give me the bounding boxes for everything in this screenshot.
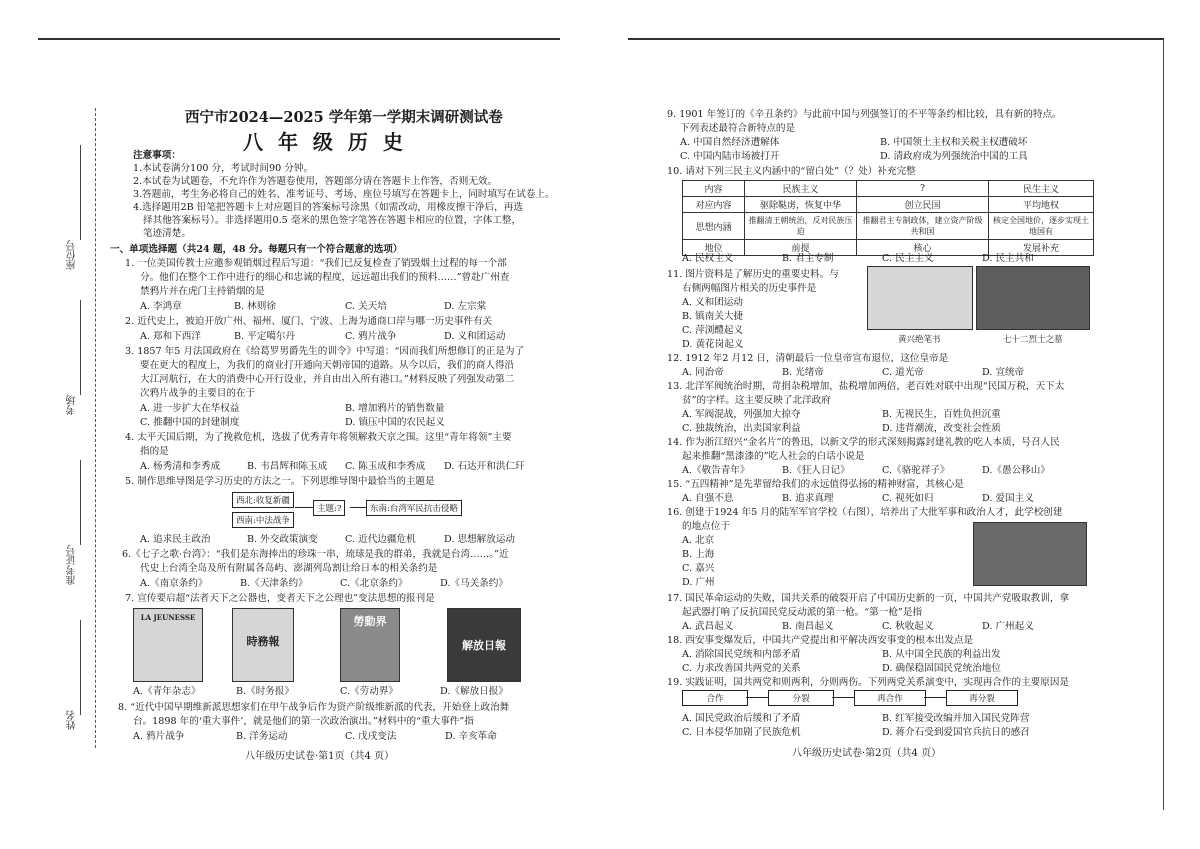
option-b[interactable]: B.《时务报》 xyxy=(236,686,295,697)
option-c[interactable]: C. 秋收起义 xyxy=(882,621,934,632)
question-12: 12. 1912 年2 月12 日，清朝最后一位皇帝宣布退位，这位皇帝是 xyxy=(667,353,949,364)
question-5: 5. 制作思维导图是学习历史的方法之一。下列思维导图中最恰当的主题是 xyxy=(125,476,435,487)
note-item: 3.答题前，考生务必将自己的姓名、准考证号、考场、座位号填写在答题卡上，同时填写在试卷上。 xyxy=(133,189,555,200)
question-17: 17. 国民革命运动的失败，国共关系的破裂开启了中国历史新的一页，中国共产党吸取教训，拿 xyxy=(667,593,1070,604)
option-b[interactable]: B. 洋务运动 xyxy=(236,731,288,742)
page-footer: 八年级历史试卷·第2页（共4 页） xyxy=(792,748,942,759)
table-cell: 对应内容 xyxy=(683,197,745,213)
mindmap-southwest: 西南:中法战争 xyxy=(232,512,294,528)
flow-arrow xyxy=(924,697,946,698)
question-14-line: 起来推翻“黑漆漆的”吃人社会的白话小说是 xyxy=(682,451,865,462)
option-b[interactable]: B. 无视民生，百姓负担沉重 xyxy=(882,409,1001,420)
question-19: 19. 实践证明，国共两党和则两利，分则两伤。下列两党关系演变中，实现再合作的主要原因是 xyxy=(667,677,1070,688)
option-a[interactable]: A. 李鸿章 xyxy=(140,301,182,312)
mindmap-northwest: 西北:收复新疆 xyxy=(232,492,294,508)
subject-title: 八 年 级 历 史 xyxy=(243,130,407,154)
question-9-line: 下列表述最符合新特点的是 xyxy=(680,123,796,134)
option-b[interactable]: B. 韦昌辉和陈玉成 xyxy=(247,461,328,472)
option-d[interactable]: D. 爱国主义 xyxy=(982,493,1034,504)
image-caption: 七十二烈士之墓 xyxy=(1003,335,1063,345)
option-d[interactable]: D. 镇压中国的农民起义 xyxy=(345,417,445,428)
flow-step: 再合作 xyxy=(854,690,926,706)
question-13: 13. 北洋军阀统治时期，苛捐杂税增加，盐税增加两倍，老百姓对联中出现“民国万税，天下太 xyxy=(667,381,1065,392)
note-item: 1.本试卷满分100 分，考试时间90 分钟。 xyxy=(133,163,314,174)
option-c[interactable]: C. 道光帝 xyxy=(882,367,924,378)
option-b[interactable]: B. 中国领土主权和关税主权遭破坏 xyxy=(880,137,1028,148)
mindmap-topic: 主题:? xyxy=(313,500,345,516)
note-item: 笔迹清楚。 xyxy=(143,228,191,239)
option-b[interactable]: B. 林则徐 xyxy=(234,301,276,312)
table-cell: 发展补充 xyxy=(989,240,1094,256)
option-d[interactable]: D. 广州 xyxy=(682,577,715,588)
page-footer: 八年级历史试卷·第1页（共4 页） xyxy=(245,751,395,762)
option-c[interactable]: C. 中国内陆市场被打开 xyxy=(680,151,780,162)
option-d[interactable]: D. 辛亥革命 xyxy=(445,731,497,742)
flow-step: 分裂 xyxy=(768,690,834,706)
question-7: 7. 宣传要启超“法者天下之公器也，变者天下之公理也”变法思想的报刊是 xyxy=(125,593,435,604)
question-4: 4. 太平天国后期，为了挽救危机，选拔了优秀青年将领解救天京之围。这里“青年将领”主要 xyxy=(125,432,512,443)
option-d[interactable]: D. 民主共和 xyxy=(982,253,1034,264)
room-label: 考场 xyxy=(67,395,78,415)
question-4-line: 指的是 xyxy=(140,446,169,457)
option-b[interactable]: B.《天津条约》 xyxy=(240,578,308,589)
option-c[interactable]: C. 视死如归 xyxy=(882,493,934,504)
ticket-label: 准考证号 xyxy=(67,545,78,585)
option-c[interactable]: C. 力求改善国共两党的关系 xyxy=(682,663,801,674)
question-8: 8. “近代中国早期维新派思想家们在甲午战争后作为资产阶级维新派的代表，开始登上政治舞 xyxy=(118,702,510,713)
option-b[interactable]: B. 上海 xyxy=(682,549,715,560)
option-a[interactable]: A. 民权主义 xyxy=(682,253,734,264)
option-d[interactable]: D.《愚公移山》 xyxy=(982,465,1050,476)
option-b[interactable]: B.《狂人日记》 xyxy=(782,465,850,476)
table-cell: 推翻君主专制政体，建立资产阶级共和国 xyxy=(857,213,989,240)
question-1: 1. 一位美国传教士应邀参观销烟过程后写道：“我们已反复检查了销毁烟土过程的每一个部 xyxy=(125,258,507,269)
option-d[interactable]: D. 蒋介石受到爱国官兵抗日的感召 xyxy=(882,727,1030,738)
option-a[interactable]: A. 国民党政治后缓和了矛盾 xyxy=(682,713,801,724)
mindmap-connector xyxy=(295,507,313,508)
question-16: 16. 创建于1924 年5 月的陆军军官学校（右图），培养出了大批军事和政治人才，此学校创建 xyxy=(667,507,1063,518)
magazine-cover-image: LA JEUNESSE xyxy=(133,608,203,682)
table-cell: 核定全国地价，逐步实现土地国有 xyxy=(989,213,1094,240)
option-a[interactable]: A. 军阀混战，列强加大掠夺 xyxy=(682,409,801,420)
newspaper-image: 時務報 xyxy=(232,608,294,682)
question-13-line: 贫”的字样。这主要反映了北洋政府 xyxy=(682,395,831,406)
option-c[interactable]: C. 陈玉成和李秀成 xyxy=(345,461,426,472)
option-b[interactable]: B. 外交政策演变 xyxy=(247,534,318,545)
question-6-line: 代史上台湾全岛及所有附属各岛屿、澎湖列岛割让给日本的相关条约是 xyxy=(140,563,438,574)
section-heading: 一、单项选择题（共24 题，48 分。每题只有一个符合题意的选项） xyxy=(110,244,403,255)
question-14: 14. 作为浙江绍兴“金名片”的鲁迅，以新文学的形式深刻揭露封建礼教的吃人本质，号召人民 xyxy=(667,437,1060,448)
question-11-line: 右侧两幅图片相关的历史事件是 xyxy=(682,283,817,294)
option-a[interactable]: A.《青年杂志》 xyxy=(133,686,201,697)
option-a[interactable]: A. 郑和下西洋 xyxy=(140,331,201,342)
option-b[interactable]: B. 增加鸦片的销售数量 xyxy=(345,403,445,414)
table-row xyxy=(683,197,1094,213)
question-18: 18. 西安事变爆发后，中国共产党提出和平解决西安事变的根本出发点是 xyxy=(667,635,974,646)
option-c[interactable]: C. 关天培 xyxy=(345,301,387,312)
option-a[interactable]: A. 中国自然经济遭解体 xyxy=(680,137,780,148)
option-a[interactable]: A. 杨秀清和李秀成 xyxy=(140,461,221,472)
question-11: 11. 图片资料是了解历史的重要史料。与 xyxy=(667,269,839,280)
question-10: 10. 请对下列三民主义内涵中的“留白处”（？处）补充完整 xyxy=(667,166,916,177)
option-c[interactable]: C.《劳动界》 xyxy=(340,686,399,697)
option-d[interactable]: D. 宣统帝 xyxy=(982,367,1025,378)
question-2: 2. 近代史上，被迫开放广州、福州、厦门、宁波、上海为通商口岸与哪一历史事件有关 xyxy=(125,316,493,327)
option-c[interactable]: C. 戊戌变法 xyxy=(345,731,397,742)
exam-title: 西宁市2024—2025 学年第一学期末调研测试卷 xyxy=(185,109,503,126)
option-d[interactable]: D. 清政府成为列强统治中国的工具 xyxy=(880,151,1028,162)
option-a[interactable]: A. 鸦片战争 xyxy=(133,731,185,742)
note-item: 择其他答案标号）。非选择题用0.5 毫米的黑色签字笔答在答题卡相应的位置，字体工整， xyxy=(143,215,522,226)
option-b[interactable]: B. 南昌起义 xyxy=(782,621,834,632)
flow-arrow xyxy=(746,697,768,698)
note-item: 2.本试卷为试题卷，不允许作为答题卷使用，答题部分请在答题卡上作答，否则无效。 xyxy=(133,176,498,187)
martyrs-tomb-image xyxy=(976,266,1090,330)
table-cell: 平均地权 xyxy=(989,197,1094,213)
table-cell: 核心 xyxy=(857,240,989,256)
mindmap-connector xyxy=(350,507,366,508)
table-cell: 驱除鞑虏，恢复中华 xyxy=(745,197,857,213)
option-d[interactable]: D. 义和团运动 xyxy=(444,331,506,342)
room-blank-line xyxy=(80,300,81,395)
question-3-line: 次鸦片战争的主要目的在于 xyxy=(140,388,256,399)
table-cell: 民族主义 xyxy=(745,181,857,197)
question-3-line: 要在更大的程度上，为我们的商业打开通向天朝帝国的道路。从今以后，我们的商人得沿 xyxy=(140,360,515,371)
option-c[interactable]: C. 嘉兴 xyxy=(682,563,715,574)
question-9: 9. 1901 年签订的《辛丑条约》与此前中国与列强签订的不平等条约相比较，具有新的特点。 xyxy=(667,109,1062,120)
three-principles-table xyxy=(682,180,1094,256)
option-b[interactable]: B. 红军接受改编并加入国民党阵营 xyxy=(882,713,1030,724)
option-d[interactable]: D. 黄花岗起义 xyxy=(682,339,744,350)
seat-label: 座位号 xyxy=(67,240,78,270)
option-d[interactable]: D. 确保稳固国民党统治地位 xyxy=(882,663,1001,674)
option-c[interactable]: C. 近代边疆危机 xyxy=(345,534,416,545)
question-16-line: 的地点位于 xyxy=(682,521,730,532)
option-b[interactable]: B. 光绪帝 xyxy=(782,367,824,378)
option-a[interactable]: A. 追求民主政治 xyxy=(140,534,211,545)
image-caption: 黄兴绝笔书 xyxy=(898,335,941,345)
question-1-line: 分。他们在整个工作中进行的细心和忠诚的程度，远远超出我们的预料……”曾赴广州查 xyxy=(140,272,510,283)
binding-line xyxy=(95,108,97,748)
note-item: 4.选择题用2B 铅笔把答题卡上对应题目的答案标号涂黑（如需改动，用橡皮擦干净后，再选 xyxy=(133,202,523,213)
flow-arrow xyxy=(832,697,854,698)
option-d[interactable]: D.《马关条约》 xyxy=(440,578,508,589)
newspaper-image: 勞動界 xyxy=(340,608,400,682)
option-a[interactable]: A. 自强不息 xyxy=(682,493,734,504)
option-c[interactable]: C.《骆驼祥子》 xyxy=(882,465,950,476)
ticket-blank-line xyxy=(80,460,81,545)
option-d[interactable]: D. 广州起义 xyxy=(982,621,1034,632)
option-a[interactable]: A. 义和团运动 xyxy=(682,297,743,308)
option-d[interactable]: D. 思想解放运动 xyxy=(444,534,516,545)
question-17-line: 起武器打响了反抗国民党反动派的第一枪。“第一枪”是指 xyxy=(682,607,923,618)
option-a[interactable]: A. 武昌起义 xyxy=(682,621,734,632)
table-row xyxy=(683,181,1094,197)
newspaper-image: 解放日報 xyxy=(447,608,521,682)
option-c[interactable]: C. 萍浏醴起义 xyxy=(682,325,744,336)
option-c[interactable]: C. 推翻中国的封建制度 xyxy=(140,417,240,428)
option-a[interactable]: A.《南京条约》 xyxy=(140,578,208,589)
table-cell: 创立民国 xyxy=(857,197,989,213)
table-cell: 前提 xyxy=(745,240,857,256)
table-cell: 民生主义 xyxy=(989,181,1094,197)
option-c[interactable]: C.《北京条约》 xyxy=(340,578,408,589)
option-b[interactable]: B. 追求真理 xyxy=(782,493,834,504)
table-cell: 地位 xyxy=(683,240,745,256)
option-c[interactable]: C. 独裁统治，出卖国家利益 xyxy=(682,423,801,434)
mindmap-southeast: 东南:台湾军民抗击侵略 xyxy=(366,500,462,516)
option-c[interactable]: C. 日本侵华加剧了民族危机 xyxy=(682,727,801,738)
option-a[interactable]: A. 消除国民党统和内部矛盾 xyxy=(682,649,801,660)
option-d[interactable]: D. 石达开和洪仁玕 xyxy=(444,461,525,472)
option-b[interactable]: B. 君主专制 xyxy=(782,253,834,264)
table-cell: 思想内涵 xyxy=(683,213,745,240)
notes-heading: 注意事项： xyxy=(133,150,181,161)
option-d[interactable]: D. 违背潮流，改变社会性质 xyxy=(882,423,1001,434)
name-blank-line xyxy=(80,620,81,715)
flow-step: 再分裂 xyxy=(946,690,1018,706)
table-cell: ? xyxy=(857,181,989,197)
handwritten-letter-image xyxy=(867,266,973,330)
flow-step: 合作 xyxy=(682,690,748,706)
option-b[interactable]: B. 平定噶尔丹 xyxy=(234,331,296,342)
option-a[interactable]: A. 进一步扩大在华权益 xyxy=(140,403,240,414)
table-cell: 内容 xyxy=(683,181,745,197)
question-6: 6.《七子之歌·台湾》：“我们是东海捧出的珍珠一串，琉球是我的群弟，我就是台湾……。”近 xyxy=(122,549,509,560)
option-d[interactable]: D.《解放日报》 xyxy=(440,686,508,697)
option-a[interactable]: A. 同治帝 xyxy=(682,367,724,378)
option-b[interactable]: B. 镇南关大捷 xyxy=(682,311,744,322)
question-15: 15. “五四精神”是先辈留给我们的永远值得弘扬的精神财富，其核心是 xyxy=(667,479,964,490)
option-a[interactable]: A.《敬告青年》 xyxy=(682,465,750,476)
option-a[interactable]: A. 北京 xyxy=(682,535,715,546)
option-c[interactable]: C. 民主主义 xyxy=(882,253,934,264)
question-1-line: 禁鸦片并在虎门主持销烟的是 xyxy=(140,286,265,297)
military-academy-image xyxy=(973,522,1087,586)
option-b[interactable]: B. 从中国全民族的利益出发 xyxy=(882,649,1001,660)
seat-blank-line xyxy=(80,145,81,240)
question-3: 3. 1857 年5 月法国政府在《给葛罗男爵先生的训令》中写道：“因而我们所想修订的正是为了 xyxy=(125,346,525,357)
table-row xyxy=(683,213,1094,240)
option-d[interactable]: D. 左宗棠 xyxy=(444,301,487,312)
option-c[interactable]: C. 鸦片战争 xyxy=(345,331,397,342)
table-cell: 推翻清王朝统治，反对民族压迫 xyxy=(745,213,857,240)
name-label: 姓名 xyxy=(67,710,78,730)
question-3-line: 大江河航行，在大的消费中心开行设业，并自由出入所有港口。”材料反映了列强发动第二 xyxy=(140,374,515,385)
question-8-line: 台。1898 年的‘重大事件’，就是他们的第一次政治演出。”材料中的“重大事件”指 xyxy=(133,716,474,727)
